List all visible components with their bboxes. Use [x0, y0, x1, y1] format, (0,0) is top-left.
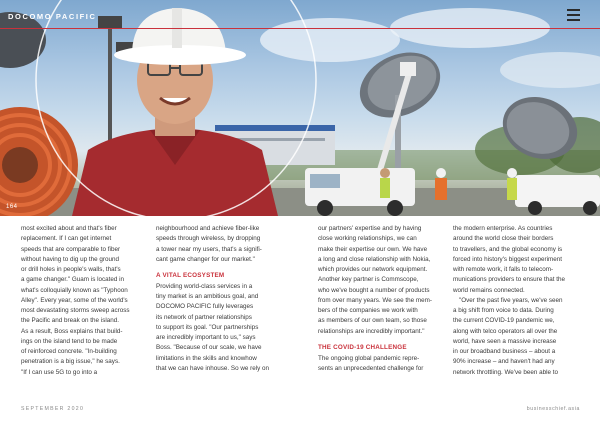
body-text-line: most devastating storms sweep across [21, 307, 130, 314]
body-text-line: world remains connected. [453, 286, 525, 294]
body-text-line: "If I can use 5G to go into a [21, 368, 98, 376]
body-text-line: are incredibly important to us," says [156, 334, 256, 341]
body-text-line: close working relationships, we can [318, 235, 417, 243]
body-text-line: ings on the island tend to be made [21, 337, 118, 345]
body-text-line: without having to dig up the ground [21, 255, 120, 263]
section-subheading: THE COVID-19 CHALLENGE [318, 343, 407, 351]
body-text-line: "Over the past five years, we've seen [459, 296, 563, 304]
body-text-line: tiny market is an ambitious goal, and [156, 293, 259, 300]
body-text-line: to support its goal. "Our partnerships [156, 323, 259, 331]
body-text-line: penetration is a big issue," he says. [21, 358, 120, 366]
body-text-line: Another key partner is Commscope, [318, 276, 419, 284]
body-text-line: DOCOMO PACIFIC fully leverages [156, 303, 254, 311]
body-text-line: speeds that are comparable to fiber [21, 245, 121, 253]
body-text-line: Boss. "Because of our scale, we have [156, 344, 262, 352]
body-text-line: or drill holes in people's walls, that's [21, 266, 121, 273]
body-text-line: forced into history's biggest experiment [453, 255, 563, 263]
body-text-line: make their expertise our own. We have [318, 245, 428, 253]
body-text-line: the Pacific and break on the island. [21, 317, 120, 325]
hamburger-menu-icon[interactable] [567, 9, 580, 21]
body-text-line: which provides our network equipment. [318, 266, 428, 273]
body-text-line: from over many years. We see the mem- [318, 296, 432, 304]
text-column-3 [318, 224, 448, 374]
body-text-line: Alley". Every year, some of the world's [21, 296, 128, 304]
body-text-line: a long and close relationship with Nokia, [318, 255, 431, 263]
body-text-line: world, have seen a massive increase [453, 337, 557, 345]
body-text-line: 90% increase – and haven't had any [453, 358, 555, 366]
body-text-line: speeds through wireless, by dropping [156, 235, 261, 243]
body-text-line: in our broadband business – about a [453, 348, 556, 355]
body-text-line: As a result, Boss explains that build- [21, 327, 123, 335]
body-text-line: the current COVID-19 pandemic we, [453, 317, 555, 325]
brand-logo-text: DOCOMO PACIFIC [8, 12, 97, 21]
body-text-line: its network of partner relationships [156, 313, 252, 321]
body-text-line: with remote work, it falls to telecom- [453, 266, 554, 273]
body-text-line: a game changer." Guam is located in [21, 276, 125, 284]
top-bar [0, 0, 600, 29]
body-text-line: as members of our own team, so those [318, 317, 427, 325]
body-text-line: sents an unprecedented challenge for [318, 364, 424, 372]
text-column-2 [156, 224, 286, 374]
body-text-line: of reinforced concrete. "In-building [21, 348, 117, 355]
section-subheading: A VITAL ECOSYSTEM [156, 272, 225, 279]
text-column-1 [21, 224, 151, 378]
body-text-line: to travellers, and the global economy is [453, 245, 563, 253]
footer-issue-date: SEPTEMBER 2020 [21, 406, 85, 412]
body-text-line: limitations in the skills and knowhow [156, 354, 257, 362]
body-text-line: bers of the companies we work with [318, 307, 418, 314]
body-text-line: most excited about and that's fiber [21, 225, 117, 232]
body-text-line: the modern enterprise. As countries [453, 225, 553, 232]
body-text-line: a tower near my users, that's a signifi- [156, 245, 262, 253]
body-text-line: neighbourhood and achieve fiber-like [156, 225, 260, 232]
body-text-line: Providing world-class services in a [156, 282, 253, 290]
body-text-line: who we've bought a number of products [318, 286, 430, 294]
body-text-line: our partners' expertise and by having [318, 225, 422, 232]
text-column-4 [453, 224, 583, 378]
footer-website[interactable]: businesschief.asia [526, 406, 580, 412]
body-text-line: along with telco operators all over the [453, 327, 558, 335]
body-text-line: a big shift from voice to data. During [453, 307, 554, 314]
body-text-line: relationships are incredibly important." [318, 327, 425, 335]
body-text-line: munications providers to ensure that the [453, 276, 566, 284]
body-text-line: around the world close their borders [453, 235, 554, 243]
body-text-line: what's colloquially known as "Typhoon [21, 286, 128, 294]
body-text-line: The ongoing global pandemic repre- [318, 354, 420, 362]
body-text-line: replacement. If I can get internet [21, 235, 112, 243]
body-text-line: cant game changer for our market." [156, 255, 255, 263]
body-text-line: that we can have inhouse. So we rely on [156, 364, 270, 372]
body-text-line: network throttling. We've been able to [453, 368, 559, 376]
page-number: 164 [6, 204, 18, 210]
